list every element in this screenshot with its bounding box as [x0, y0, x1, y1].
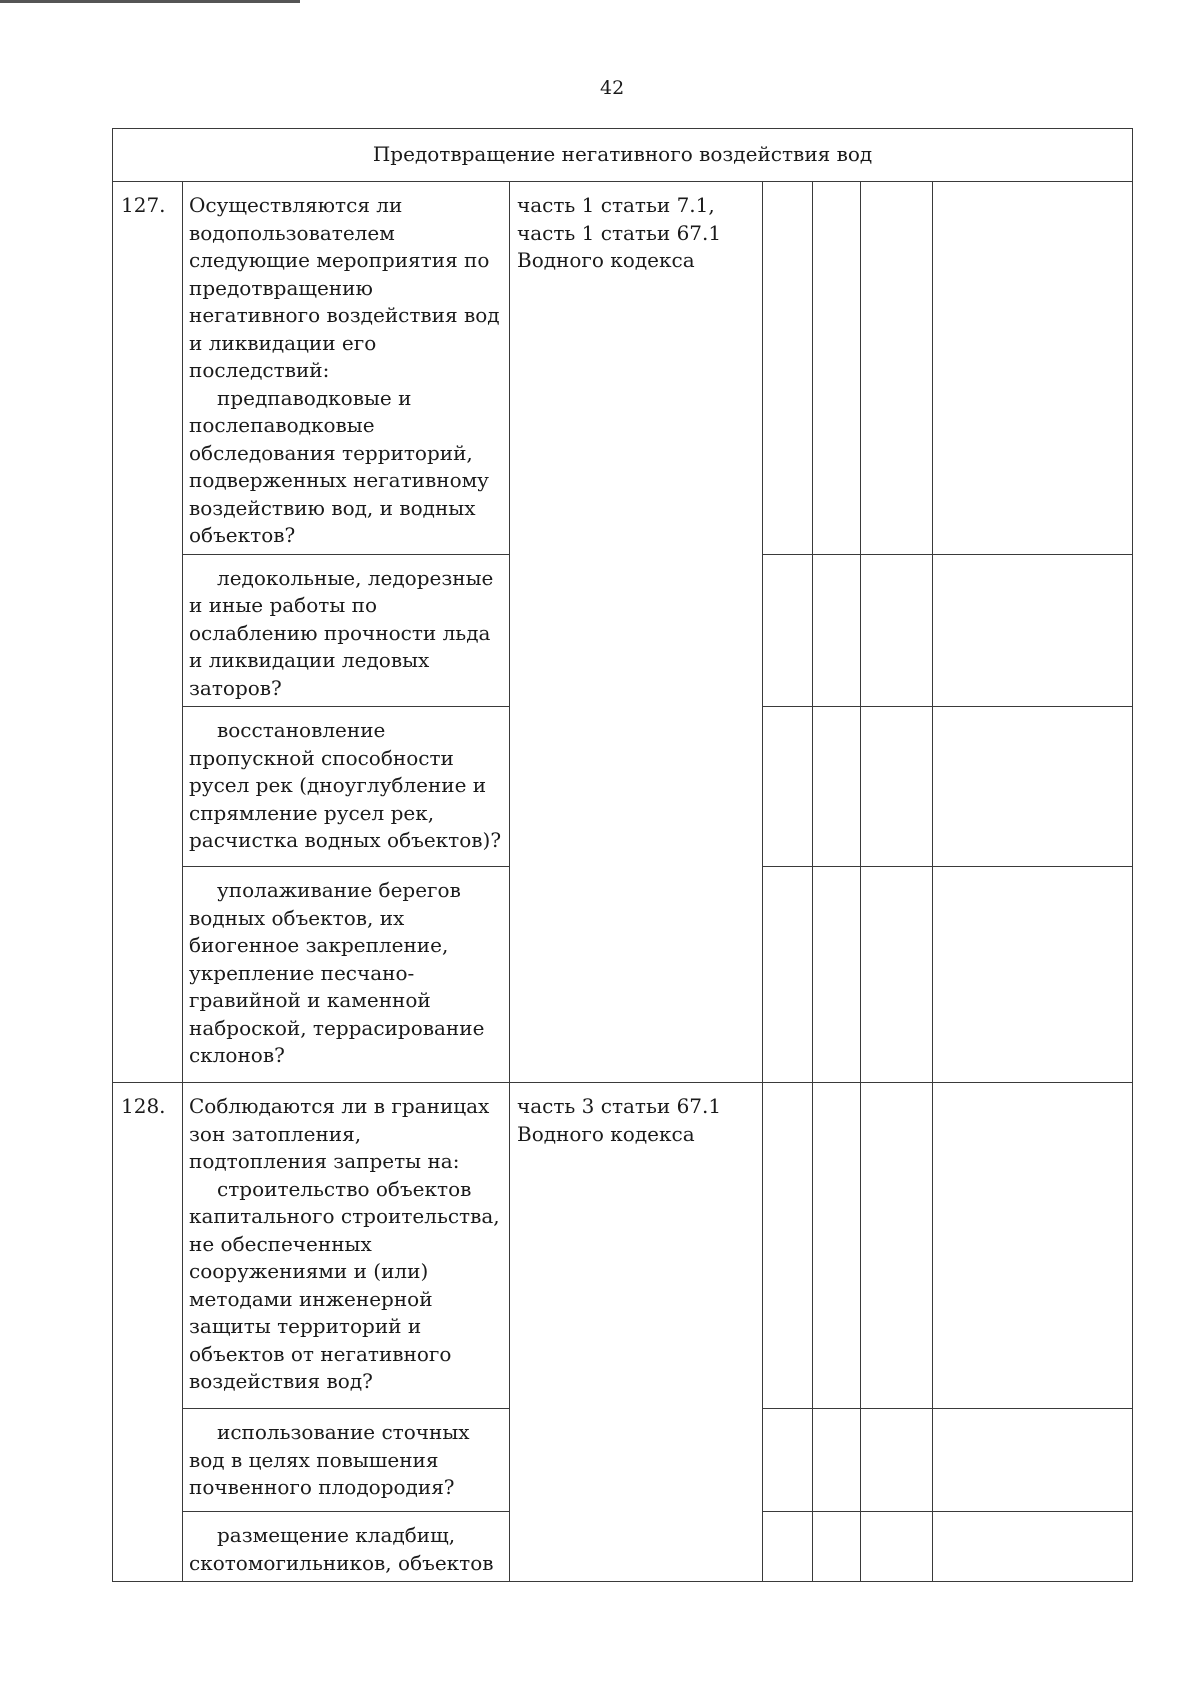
note-cell[interactable]	[933, 707, 1133, 867]
answer-no-cell[interactable]	[813, 707, 861, 867]
checklist-table	[112, 128, 1133, 1582]
question-cell	[183, 182, 510, 555]
sub-question: восстановление пропускной способности русел рек (дноуглубление и спрямление русел рек, расчистка водных объектов)?	[189, 718, 502, 852]
note-cell[interactable]	[933, 1409, 1133, 1512]
sub-question: предпаводковые и послепаводковые обследования территорий, подверженных негативному воздействию вод, и водных объектов?	[189, 385, 489, 547]
answer-na-cell[interactable]	[861, 1083, 933, 1409]
answer-na-cell[interactable]	[861, 867, 933, 1083]
answer-no-cell[interactable]	[813, 1512, 861, 1582]
answer-na-cell[interactable]	[861, 1409, 933, 1512]
legal-basis-line: часть 1 статьи 7.1,	[517, 193, 715, 217]
sub-question: использование сточных вод в целях повышения почвенного плодородия?	[189, 1420, 470, 1499]
answer-na-cell[interactable]	[861, 707, 933, 867]
answer-no-cell[interactable]	[813, 182, 861, 555]
legal-basis-line: часть 3 статьи 67.1	[517, 1094, 722, 1118]
answer-yes-cell[interactable]	[763, 1512, 813, 1582]
question-cell	[183, 1512, 510, 1582]
item-number: 127.	[113, 182, 183, 1083]
answer-yes-cell[interactable]	[763, 707, 813, 867]
legal-basis-cell	[510, 1083, 763, 1582]
table-row	[113, 1083, 1133, 1409]
note-cell[interactable]	[933, 554, 1133, 707]
page-number: 42	[600, 77, 625, 99]
item-number: 128.	[113, 1083, 183, 1582]
table-row	[113, 182, 1133, 555]
answer-na-cell[interactable]	[861, 1512, 933, 1582]
legal-basis-line: Водного кодекса	[517, 1121, 695, 1146]
legal-basis-cell	[510, 182, 763, 1083]
answer-na-cell[interactable]	[861, 182, 933, 555]
question-cell	[183, 707, 510, 867]
question-intro: Осуществляются ли водопользователем следующие мероприятия по предотвращению негативного воздействия вод и ликвидации его последствий:	[189, 193, 500, 382]
answer-yes-cell[interactable]	[763, 1409, 813, 1512]
answer-yes-cell[interactable]	[763, 182, 813, 555]
legal-basis-line: часть 1 статьи 67.1	[517, 220, 722, 245]
note-cell[interactable]	[933, 182, 1133, 555]
note-cell[interactable]	[933, 867, 1133, 1083]
legal-basis-line: Водного кодекса	[517, 248, 695, 272]
sub-question: уполаживание берегов водных объектов, их биогенное закрепление, укрепление песчано-гравийной и каменной наброской, террасирование склонов?	[189, 878, 485, 1067]
answer-yes-cell[interactable]	[763, 867, 813, 1083]
sub-question: строительство объектов капитального строительства, не обеспеченных сооружениями и (или) методами инженерной защиты территорий и объектов от негативного воздействия вод?	[189, 1176, 500, 1393]
sub-question: ледокольные, ледорезные и иные работы по ослаблению прочности льда и ликвидации ледовых заторов?	[189, 565, 494, 700]
answer-no-cell[interactable]	[813, 867, 861, 1083]
answer-na-cell[interactable]	[861, 554, 933, 707]
answer-yes-cell[interactable]	[763, 1083, 813, 1409]
question-cell	[183, 1083, 510, 1409]
answer-no-cell[interactable]	[813, 1083, 861, 1409]
section-title: Предотвращение негативного воздействия вод	[113, 129, 1133, 182]
question-cell	[183, 867, 510, 1083]
answer-no-cell[interactable]	[813, 1409, 861, 1512]
question-intro: Соблюдаются ли в границах зон затопления, подтопления запреты на:	[189, 1094, 490, 1173]
note-cell[interactable]	[933, 1083, 1133, 1409]
scan-edge-mark	[0, 0, 300, 3]
note-cell[interactable]	[933, 1512, 1133, 1582]
question-cell	[183, 1409, 510, 1512]
sub-question: размещение кладбищ, скотомогильников, объектов	[189, 1523, 494, 1575]
question-cell	[183, 554, 510, 707]
answer-yes-cell[interactable]	[763, 554, 813, 707]
answer-no-cell[interactable]	[813, 554, 861, 707]
